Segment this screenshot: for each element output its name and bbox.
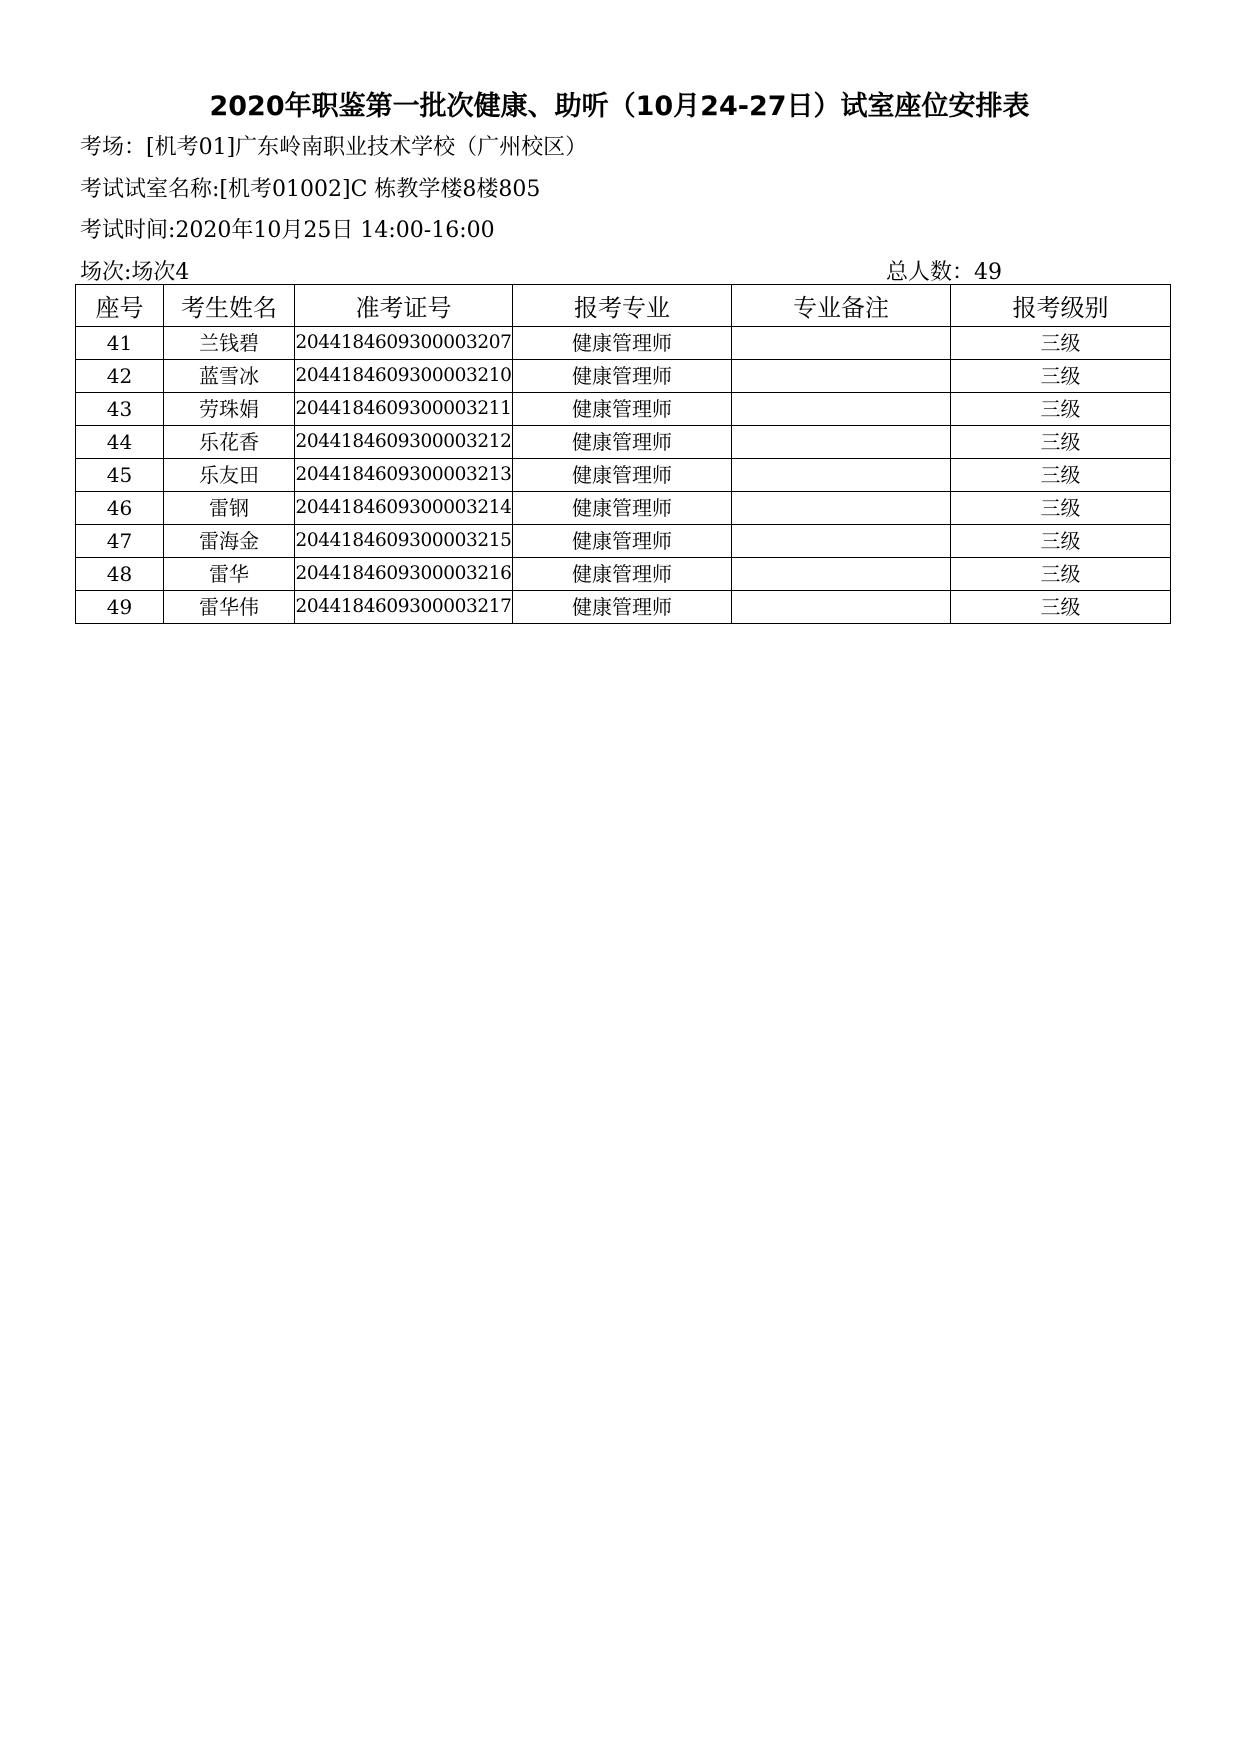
seat-cell: 44 (76, 426, 164, 459)
name-cell: 雷钢 (164, 492, 295, 525)
name-cell: 雷华伟 (164, 591, 295, 624)
ticket-cell: 2044184609300003215 (295, 525, 513, 558)
page-title: 2020年职鉴第一批次健康、助听（10月24-27日）试室座位安排表 (209, 91, 1030, 122)
ticket-cell: 2044184609300003207 (295, 327, 513, 360)
major-cell: 健康管理师 (513, 525, 732, 558)
major-cell: 健康管理师 (513, 426, 732, 459)
header-seat-number: 座号 (76, 285, 164, 327)
room-label: 考试试室名称: (80, 177, 220, 202)
table-row (76, 492, 1171, 525)
seat-cell: 47 (76, 525, 164, 558)
venue-line (80, 130, 587, 161)
table-row (76, 525, 1171, 558)
ticket-cell: 2044184609300003213 (295, 459, 513, 492)
seat-cell: 41 (76, 327, 164, 360)
seat-cell: 43 (76, 393, 164, 426)
major-cell: 健康管理师 (513, 360, 732, 393)
name-cell: 雷华 (164, 558, 295, 591)
name-cell: 蓝雪冰 (164, 360, 295, 393)
level-cell: 三级 (951, 327, 1171, 360)
header-ticket-number: 准考证号 (295, 285, 513, 327)
table-row (76, 393, 1171, 426)
seat-cell: 48 (76, 558, 164, 591)
exam-time-value: 2020年10月25日 14:00-16:00 (175, 218, 495, 243)
note-cell (732, 360, 951, 393)
session-label: 场次: (80, 260, 132, 285)
exam-time-line (80, 213, 495, 244)
major-cell: 健康管理师 (513, 327, 732, 360)
room-value: [机考01002]C 栋教学楼8楼805 (219, 177, 541, 202)
seat-cell: 49 (76, 591, 164, 624)
note-cell (732, 591, 951, 624)
name-cell: 雷海金 (164, 525, 295, 558)
ticket-cell: 2044184609300003217 (295, 591, 513, 624)
note-cell (732, 459, 951, 492)
note-cell (732, 492, 951, 525)
note-cell (732, 558, 951, 591)
seat-arrangement-table (75, 284, 1171, 624)
table-row (76, 558, 1171, 591)
table-row (76, 591, 1171, 624)
level-cell: 三级 (951, 492, 1171, 525)
table-row (76, 327, 1171, 360)
total-count-line (886, 255, 1002, 286)
table-row (76, 426, 1171, 459)
total-count-label: 总人数： (886, 260, 975, 285)
level-cell: 三级 (951, 426, 1171, 459)
major-cell: 健康管理师 (513, 459, 732, 492)
major-cell: 健康管理师 (513, 591, 732, 624)
major-cell: 健康管理师 (513, 492, 732, 525)
seat-cell: 46 (76, 492, 164, 525)
major-cell: 健康管理师 (513, 393, 732, 426)
level-cell: 三级 (951, 558, 1171, 591)
major-cell: 健康管理师 (513, 558, 732, 591)
ticket-cell: 2044184609300003211 (295, 393, 513, 426)
header-major-note: 专业备注 (732, 285, 951, 327)
name-cell: 兰钱碧 (164, 327, 295, 360)
level-cell: 三级 (951, 591, 1171, 624)
room-line (80, 172, 540, 203)
level-cell: 三级 (951, 459, 1171, 492)
name-cell: 乐花香 (164, 426, 295, 459)
header-candidate-name: 考生姓名 (164, 285, 295, 327)
table-header-row (76, 285, 1171, 327)
venue-value: [机考01]广东岭南职业技术学校（广州校区） (146, 135, 588, 160)
ticket-cell: 2044184609300003216 (295, 558, 513, 591)
ticket-cell: 2044184609300003214 (295, 492, 513, 525)
header-major: 报考专业 (513, 285, 732, 327)
table-row (76, 459, 1171, 492)
seat-cell: 45 (76, 459, 164, 492)
exam-time-label: 考试时间: (80, 218, 176, 243)
level-cell: 三级 (951, 393, 1171, 426)
total-count-value: 49 (974, 260, 1003, 285)
header-level: 报考级别 (951, 285, 1171, 327)
table-row (76, 360, 1171, 393)
ticket-cell: 2044184609300003210 (295, 360, 513, 393)
note-cell (732, 426, 951, 459)
level-cell: 三级 (951, 360, 1171, 393)
level-cell: 三级 (951, 525, 1171, 558)
note-cell (732, 393, 951, 426)
ticket-cell: 2044184609300003212 (295, 426, 513, 459)
name-cell: 劳珠娟 (164, 393, 295, 426)
session-value: 场次4 (131, 260, 190, 285)
seat-cell: 42 (76, 360, 164, 393)
note-cell (732, 327, 951, 360)
note-cell (732, 525, 951, 558)
venue-label: 考场： (80, 135, 147, 160)
name-cell: 乐友田 (164, 459, 295, 492)
session-line (80, 255, 189, 286)
